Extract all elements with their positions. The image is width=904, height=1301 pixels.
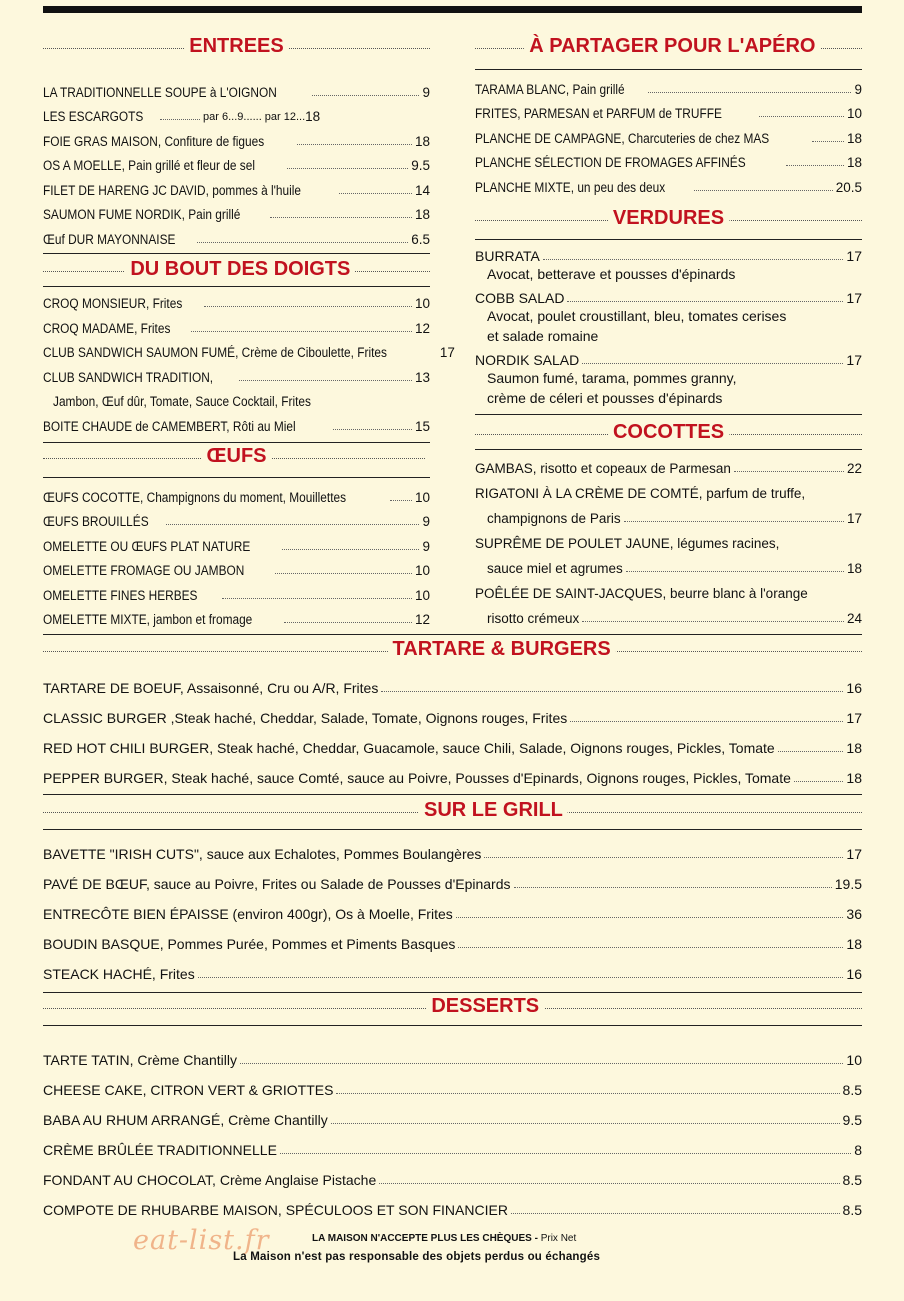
menu-item: RED HOT CHILI BURGER, Steak haché, Cheddar, Guacamole, sauce Chili, Salade, Oignons rouges, Pickles, Tomate 18 [43, 740, 862, 756]
section-title: ENTREES [184, 35, 288, 58]
menu-item: CLUB SANDWICH SAUMON FUMÉ, Crème de Ciboulette, Frites 17 [43, 345, 455, 360]
cocottes-list [475, 450, 862, 626]
menu-item: BOITE CHAUDE de CAMEMBERT, Rôti au Miel 15 [43, 418, 430, 434]
menu-item-detail: et salade romaine [487, 328, 599, 344]
menu-item: SUPRÊME DE POULET JAUNE, légumes racines, [475, 536, 780, 551]
menu-item: TARTARE DE BOEUF, Assaisonné, Cru ou A/R, Frites 16 [43, 680, 862, 696]
section-title: TARTARE & BURGERS [388, 638, 616, 661]
menu-item: OMELETTE FROMAGE OU JAMBON 10 [43, 563, 430, 578]
section-header-apero [475, 35, 862, 63]
section-title: DESSERTS [426, 995, 544, 1018]
menu-item-detail: champignons de Paris 17 [487, 511, 862, 526]
menu-item: ŒUFS BROUILLÉS 9 [43, 514, 430, 529]
section-header-bout-des-doigts [43, 258, 430, 286]
footer-prix-net: Prix Net [540, 1233, 577, 1244]
left-column [43, 35, 455, 627]
menu-item: POÊLÉE DE SAINT-JACQUES, beurre blanc à l'orange [475, 586, 808, 601]
right-column [475, 35, 862, 626]
menu-item: GAMBAS, risotto et copeaux de Parmesan 22 [475, 461, 862, 476]
menu-item: PLANCHE SÉLECTION DE FROMAGES AFFINÉS 18 [475, 155, 862, 170]
menu-item-detail: Avocat, betterave et pousses d'épinards [487, 266, 736, 282]
menu-item: LES ESCARGOTS par 6...9. ..... par 12... 18 [43, 109, 321, 124]
menu-item: CRÈME BRÛLÉE TRADITIONNELLE 8 [43, 1142, 862, 1158]
desserts-list [43, 1038, 862, 1218]
menu-item: COBB SALAD 17 [475, 290, 862, 306]
section-header-desserts [43, 995, 862, 1023]
menu-item: BOUDIN BASQUE, Pommes Purée, Pommes et Piments Basques 18 [43, 936, 862, 952]
entrees-list [43, 75, 430, 247]
menu-item: CLUB SANDWICH TRADITION, 13 [43, 369, 430, 385]
apero-list [475, 72, 862, 195]
menu-item: CROQ MONSIEUR, Frites 10 [43, 296, 430, 311]
menu-item-detail: Jambon, Œuf dûr, Tomate, Sauce Cocktail, Frites [53, 394, 311, 409]
menu-item: COMPOTE DE RHUBARBE MAISON, SPÉCULOOS ET SON FINANCIER 8.5 [43, 1202, 862, 1218]
footer-responsibility-notice: La Maison n'est pas responsable des objets perdus ou échangés [233, 1251, 601, 1263]
menu-item: TARAMA BLANC, Pain grillé 9 [475, 81, 862, 97]
menu-item: BABA AU RHUM ARRANGÉ, Crème Chantilly 9.5 [43, 1112, 862, 1128]
section-title: DU BOUT DES DOIGTS [125, 258, 355, 281]
menu-item: NORDIK SALAD 17 [475, 352, 862, 368]
menu-item-detail: risotto crémeux 24 [487, 611, 862, 626]
watermark: eat-list.fr [133, 1225, 270, 1256]
top-bar [43, 6, 862, 13]
menu-item: ŒUFS COCOTTE, Champignons du moment, Mouillettes 10 [43, 489, 430, 505]
menu-item: BAVETTE "IRISH CUTS", sauce aux Echalotes, Pommes Boulangères 17 [43, 846, 862, 862]
section-header-tartare-burgers [43, 638, 862, 666]
oeufs-list [43, 478, 430, 628]
menu-item: CHEESE CAKE, CITRON VERT & GRIOTTES 8.5 [43, 1082, 862, 1098]
menu-item: FRITES, PARMESAN et PARFUM de TRUFFE 10 [475, 106, 862, 121]
menu-item: FONDANT AU CHOCOLAT, Crème Anglaise Pistache 8.5 [43, 1172, 862, 1188]
menu-item: PLANCHE MIXTE, un peu des deux 20.5 [475, 179, 862, 195]
section-title: SUR LE GRILL [419, 799, 568, 822]
menu-item: FILET DE HARENG JC DAVID, pommes à l'huile 14 [43, 182, 430, 198]
section-title: À PARTAGER POUR L'APÉRO [524, 35, 820, 58]
tartare-list [43, 666, 862, 786]
menu-item-detail: crème de céleri et pousses d'épinards [487, 390, 723, 406]
menu-item: ENTRECÔTE BIEN ÉPAISSE (environ 400gr), Os à Moelle, Frites 36 [43, 906, 862, 922]
menu-item: BURRATA 17 [475, 248, 862, 264]
section-header-cocottes [475, 421, 862, 449]
menu-item: OMELETTE FINES HERBES 10 [43, 587, 430, 603]
menu-item-detail: sauce miel et agrumes 18 [487, 561, 862, 576]
grill-list [43, 832, 862, 982]
menu-item: PAVÉ DE BŒUF, sauce au Poivre, Frites ou Salade de Pousses d'Epinards 19.5 [43, 876, 862, 892]
section-title: COCOTTES [608, 421, 729, 444]
menu-item: OMELETTE MIXTE, jambon et fromage 12 [43, 612, 430, 627]
menu-item: SAUMON FUME NORDIK, Pain grillé 18 [43, 207, 430, 222]
menu-item: LA TRADITIONNELLE SOUPE à L'OIGNON 9 [43, 84, 430, 100]
section-title: ŒUFS [202, 445, 272, 468]
menu-item: CROQ MADAME, Frites 12 [43, 320, 430, 336]
bout-des-doigts-list [43, 287, 455, 434]
menu-item: PEPPER BURGER, Steak haché, sauce Comté, sauce au Poivre, Pousses d'Epinards, Oignons rouges, Pickles, Tomate 18 [43, 770, 862, 786]
menu-item-detail: Avocat, poulet croustillant, bleu, tomates cerises [487, 308, 787, 324]
section-title: VERDURES [608, 207, 729, 230]
footer-cheques-notice: LA MAISON N'ACCEPTE PLUS LES CHÈQUES - Prix Net [312, 1233, 577, 1244]
section-header-oeufs [43, 445, 430, 473]
menu-item: FOIE GRAS MAISON, Confiture de figues 18 [43, 133, 430, 149]
menu-item: TARTE TATIN, Crème Chantilly 10 [43, 1052, 862, 1068]
menu-item: Œuf DUR MAYONNAISE 6.5 [43, 231, 430, 247]
full-width-sections [43, 634, 862, 1218]
section-header-entrees [43, 35, 430, 63]
menu-item: CLASSIC BURGER ,Steak haché, Cheddar, Salade, Tomate, Oignons rouges, Frites 17 [43, 710, 862, 726]
verdures-list [475, 240, 862, 409]
menu-item: RIGATONI À LA CRÈME DE COMTÉ, parfum de truffe, [475, 486, 806, 501]
menu-item: PLANCHE DE CAMPAGNE, Charcuteries de chez MAS 18 [475, 130, 862, 146]
menu-item: OMELETTE OU ŒUFS PLAT NATURE 9 [43, 538, 430, 554]
section-header-grill [43, 799, 862, 827]
menu-item: OS A MOELLE, Pain grillé et fleur de sel 9.5 [43, 158, 430, 173]
section-header-verdures [475, 207, 862, 235]
menu-item: STEACK HACHÉ, Frites 16 [43, 966, 862, 982]
menu-item-detail: Saumon fumé, tarama, pommes granny, [487, 370, 737, 386]
